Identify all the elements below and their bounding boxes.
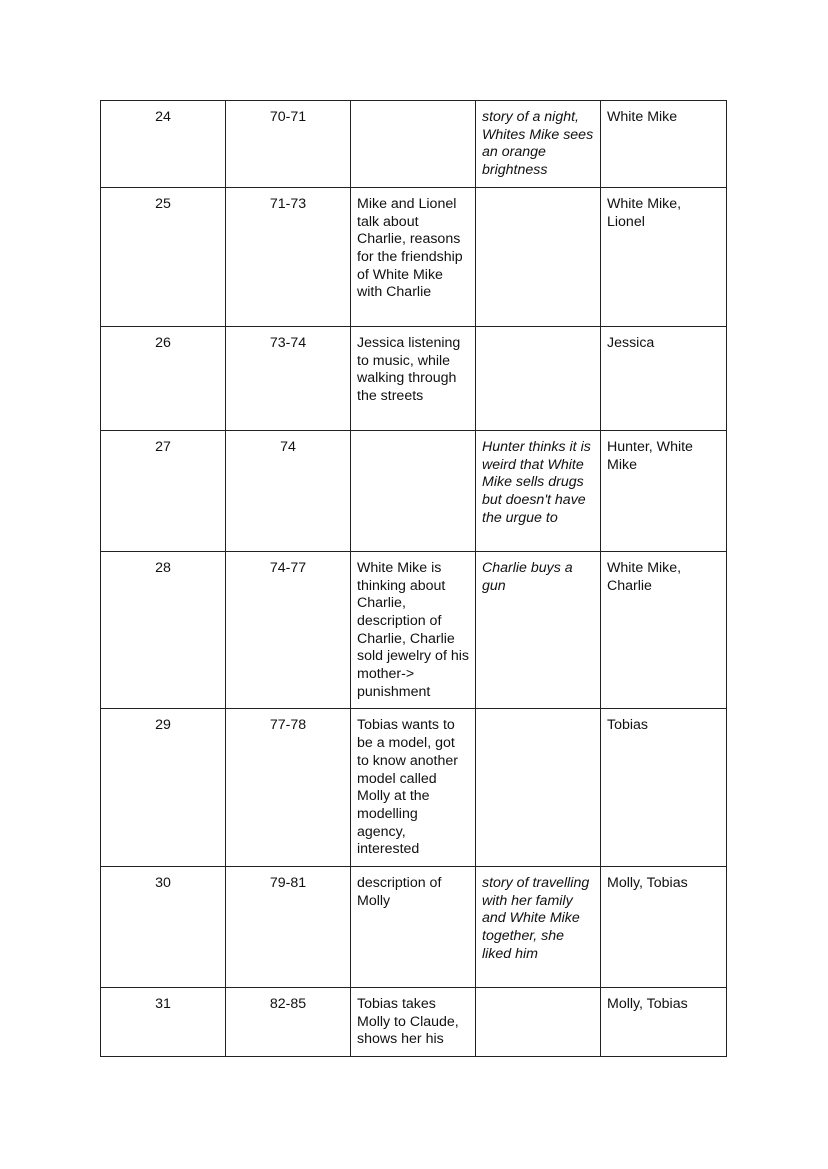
characters-cell: Molly, Tobias: [601, 988, 727, 1057]
page-range-cell: 74-77: [226, 551, 351, 709]
table-row: [101, 430, 727, 551]
page-range-cell: 70-71: [226, 101, 351, 188]
chapter-number-cell: 29: [101, 709, 226, 867]
page-range-cell: 77-78: [226, 709, 351, 867]
table-row: [101, 988, 727, 1057]
page-range-cell: 82-85: [226, 988, 351, 1057]
chapter-number-cell: 25: [101, 187, 226, 326]
page-range-cell: 73-74: [226, 326, 351, 430]
chapter-number-cell: 27: [101, 430, 226, 551]
notes-cell: [476, 988, 601, 1057]
table-row: [101, 551, 727, 709]
characters-cell: Hunter, White Mike: [601, 430, 727, 551]
description-cell: Tobias wants to be a model, got to know another model called Molly at the modelling agency, interested: [351, 709, 476, 867]
scene-table: [100, 100, 727, 1057]
description-cell: White Mike is thinking about Charlie, description of Charlie, Charlie sold jewelry of his mother-> punishment: [351, 551, 476, 709]
description-cell: [351, 430, 476, 551]
description-cell: [351, 101, 476, 188]
chapter-number-cell: 31: [101, 988, 226, 1057]
notes-cell: [476, 187, 601, 326]
page-range-cell: 79-81: [226, 867, 351, 988]
chapter-number-cell: 26: [101, 326, 226, 430]
table-row: [101, 187, 727, 326]
description-cell: description of Molly: [351, 867, 476, 988]
table-row: [101, 101, 727, 188]
description-cell: Jessica listening to music, while walking through the streets: [351, 326, 476, 430]
notes-cell: Charlie buys a gun: [476, 551, 601, 709]
characters-cell: White Mike, Lionel: [601, 187, 727, 326]
page-range-cell: 74: [226, 430, 351, 551]
chapter-number-cell: 24: [101, 101, 226, 188]
characters-cell: Tobias: [601, 709, 727, 867]
table-row: [101, 867, 727, 988]
page-range-cell: 71-73: [226, 187, 351, 326]
notes-cell: story of travelling with her family and White Mike together, she liked him: [476, 867, 601, 988]
chapter-number-cell: 30: [101, 867, 226, 988]
description-cell: Mike and Lionel talk about Charlie, reasons for the friendship of White Mike with Charlie: [351, 187, 476, 326]
characters-cell: Molly, Tobias: [601, 867, 727, 988]
characters-cell: White Mike: [601, 101, 727, 188]
table-row: [101, 326, 727, 430]
characters-cell: Jessica: [601, 326, 727, 430]
characters-cell: White Mike, Charlie: [601, 551, 727, 709]
notes-cell: [476, 326, 601, 430]
notes-cell: Hunter thinks it is weird that White Mike sells drugs but doesn't have the urgue to: [476, 430, 601, 551]
notes-cell: [476, 709, 601, 867]
chapter-number-cell: 28: [101, 551, 226, 709]
notes-cell: story of a night, Whites Mike sees an orange brightness: [476, 101, 601, 188]
table-row: [101, 709, 727, 867]
description-cell: Tobias takes Molly to Claude, shows her his: [351, 988, 476, 1057]
